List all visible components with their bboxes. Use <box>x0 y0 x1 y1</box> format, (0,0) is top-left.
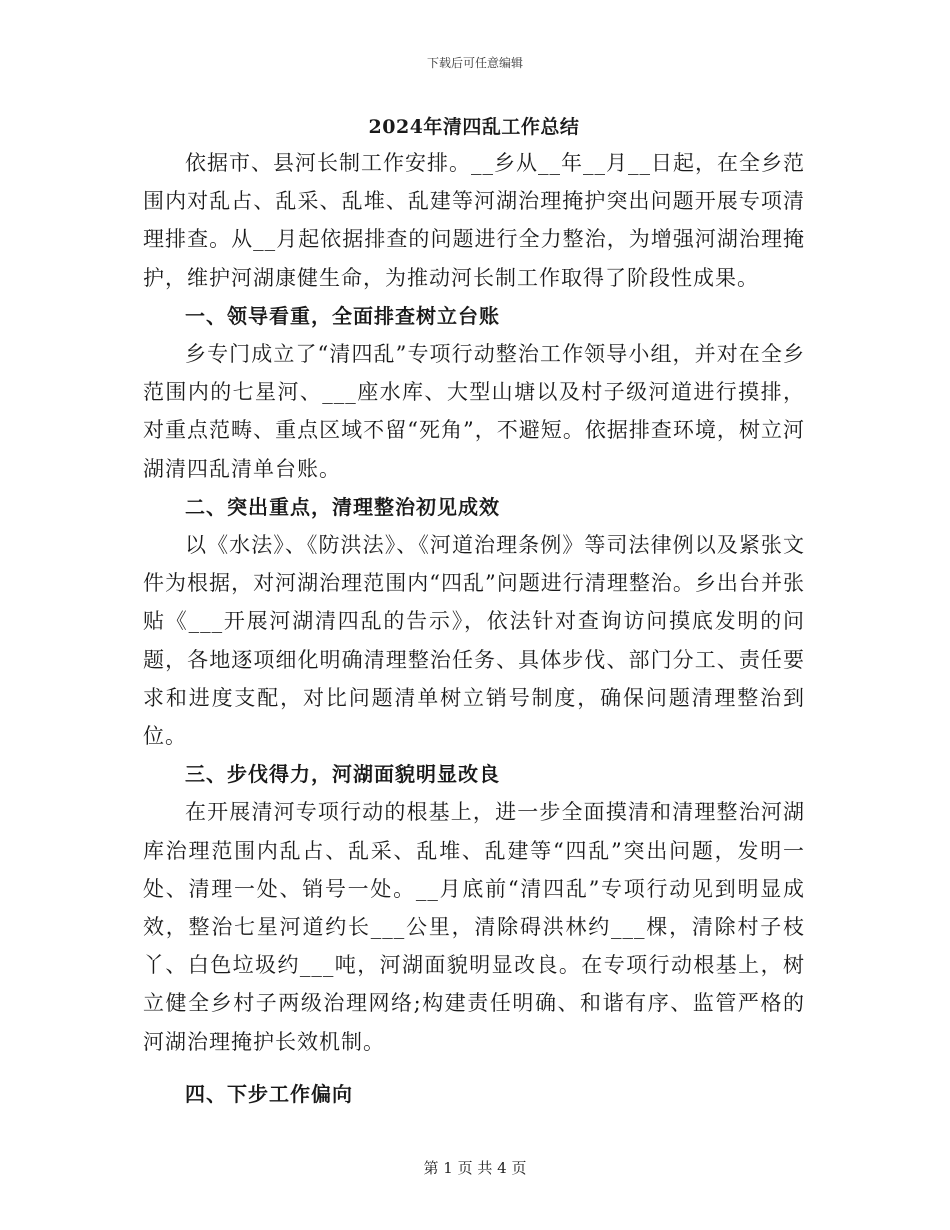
section-body-3: 在开展清河专项行动的根基上，进一步全面摸清和清理整治河湖库治理范围内乱占、乱采、乱堆、乱建等“四乱”突出问题，发明一处、清理一处、销号一处。__月底前“清四乱”专项行动见到明显成效，整治七星河道约长___公里，清除碍洪林约___棵，清除村子枝丫、白色垃圾约___吨，河湖面貌明显改良。在专项行动根基上，树立健全乡村子两级治理网络;构建责任明确、和谐有序、监管严格的河湖治理掩护长效机制。 <box>143 800 805 1054</box>
document-title: 2024年清四乱工作总结 <box>368 116 580 138</box>
section-heading-2: 二、突出重点，清理整治初见成效 <box>185 494 500 519</box>
section-heading-4: 四、下步工作偏向 <box>185 1081 353 1106</box>
section-body-2: 以《水法》、《防洪法》、《河道治理条例》等司法律例以及紧张文件为根据，对河湖治理范围内“四乱”问题进行清理整治。乡出台并张贴《___开展河湖清四乱的告示》，依法针对查询访问摸底发明的问题，各地逐项细化明确清理整治任务、具体步伐、部门分工、责任要求和进度支配，对比问题清单树立销号制度，确保问题清理整治到位。 <box>143 533 805 749</box>
page-footer: 第 1 页 共 4 页 <box>423 1159 527 1177</box>
intro-paragraph: 依据市、县河长制工作安排。__乡从__年__月__日起，在全乡范围内对乱占、乱采、乱堆、乱建等河湖治理掩护突出问题开展专项清理排查。从__月起依据排查的问题进行全力整治，为增强河湖治理掩护，维护河湖康健生命，为推动河长制工作取得了阶段性成果。 <box>143 151 805 290</box>
document-body <box>143 112 805 1113</box>
section-heading-3: 三、步伐得力，河湖面貌明显改良 <box>185 762 500 787</box>
section-body-1: 乡专门成立了“清四乱”专项行动整治工作领导小组，并对在全乡范围内的七星河、___座水库、大型山塘以及村子级河道进行摸排，对重点范畴、重点区域不留“死角”，不避短。依据排查环境，树立河湖清四乱清单台账。 <box>143 342 805 481</box>
section-heading-1: 一、领导看重，全面排查树立台账 <box>185 303 500 328</box>
header-note: 下载后可任意编辑 <box>426 56 523 70</box>
